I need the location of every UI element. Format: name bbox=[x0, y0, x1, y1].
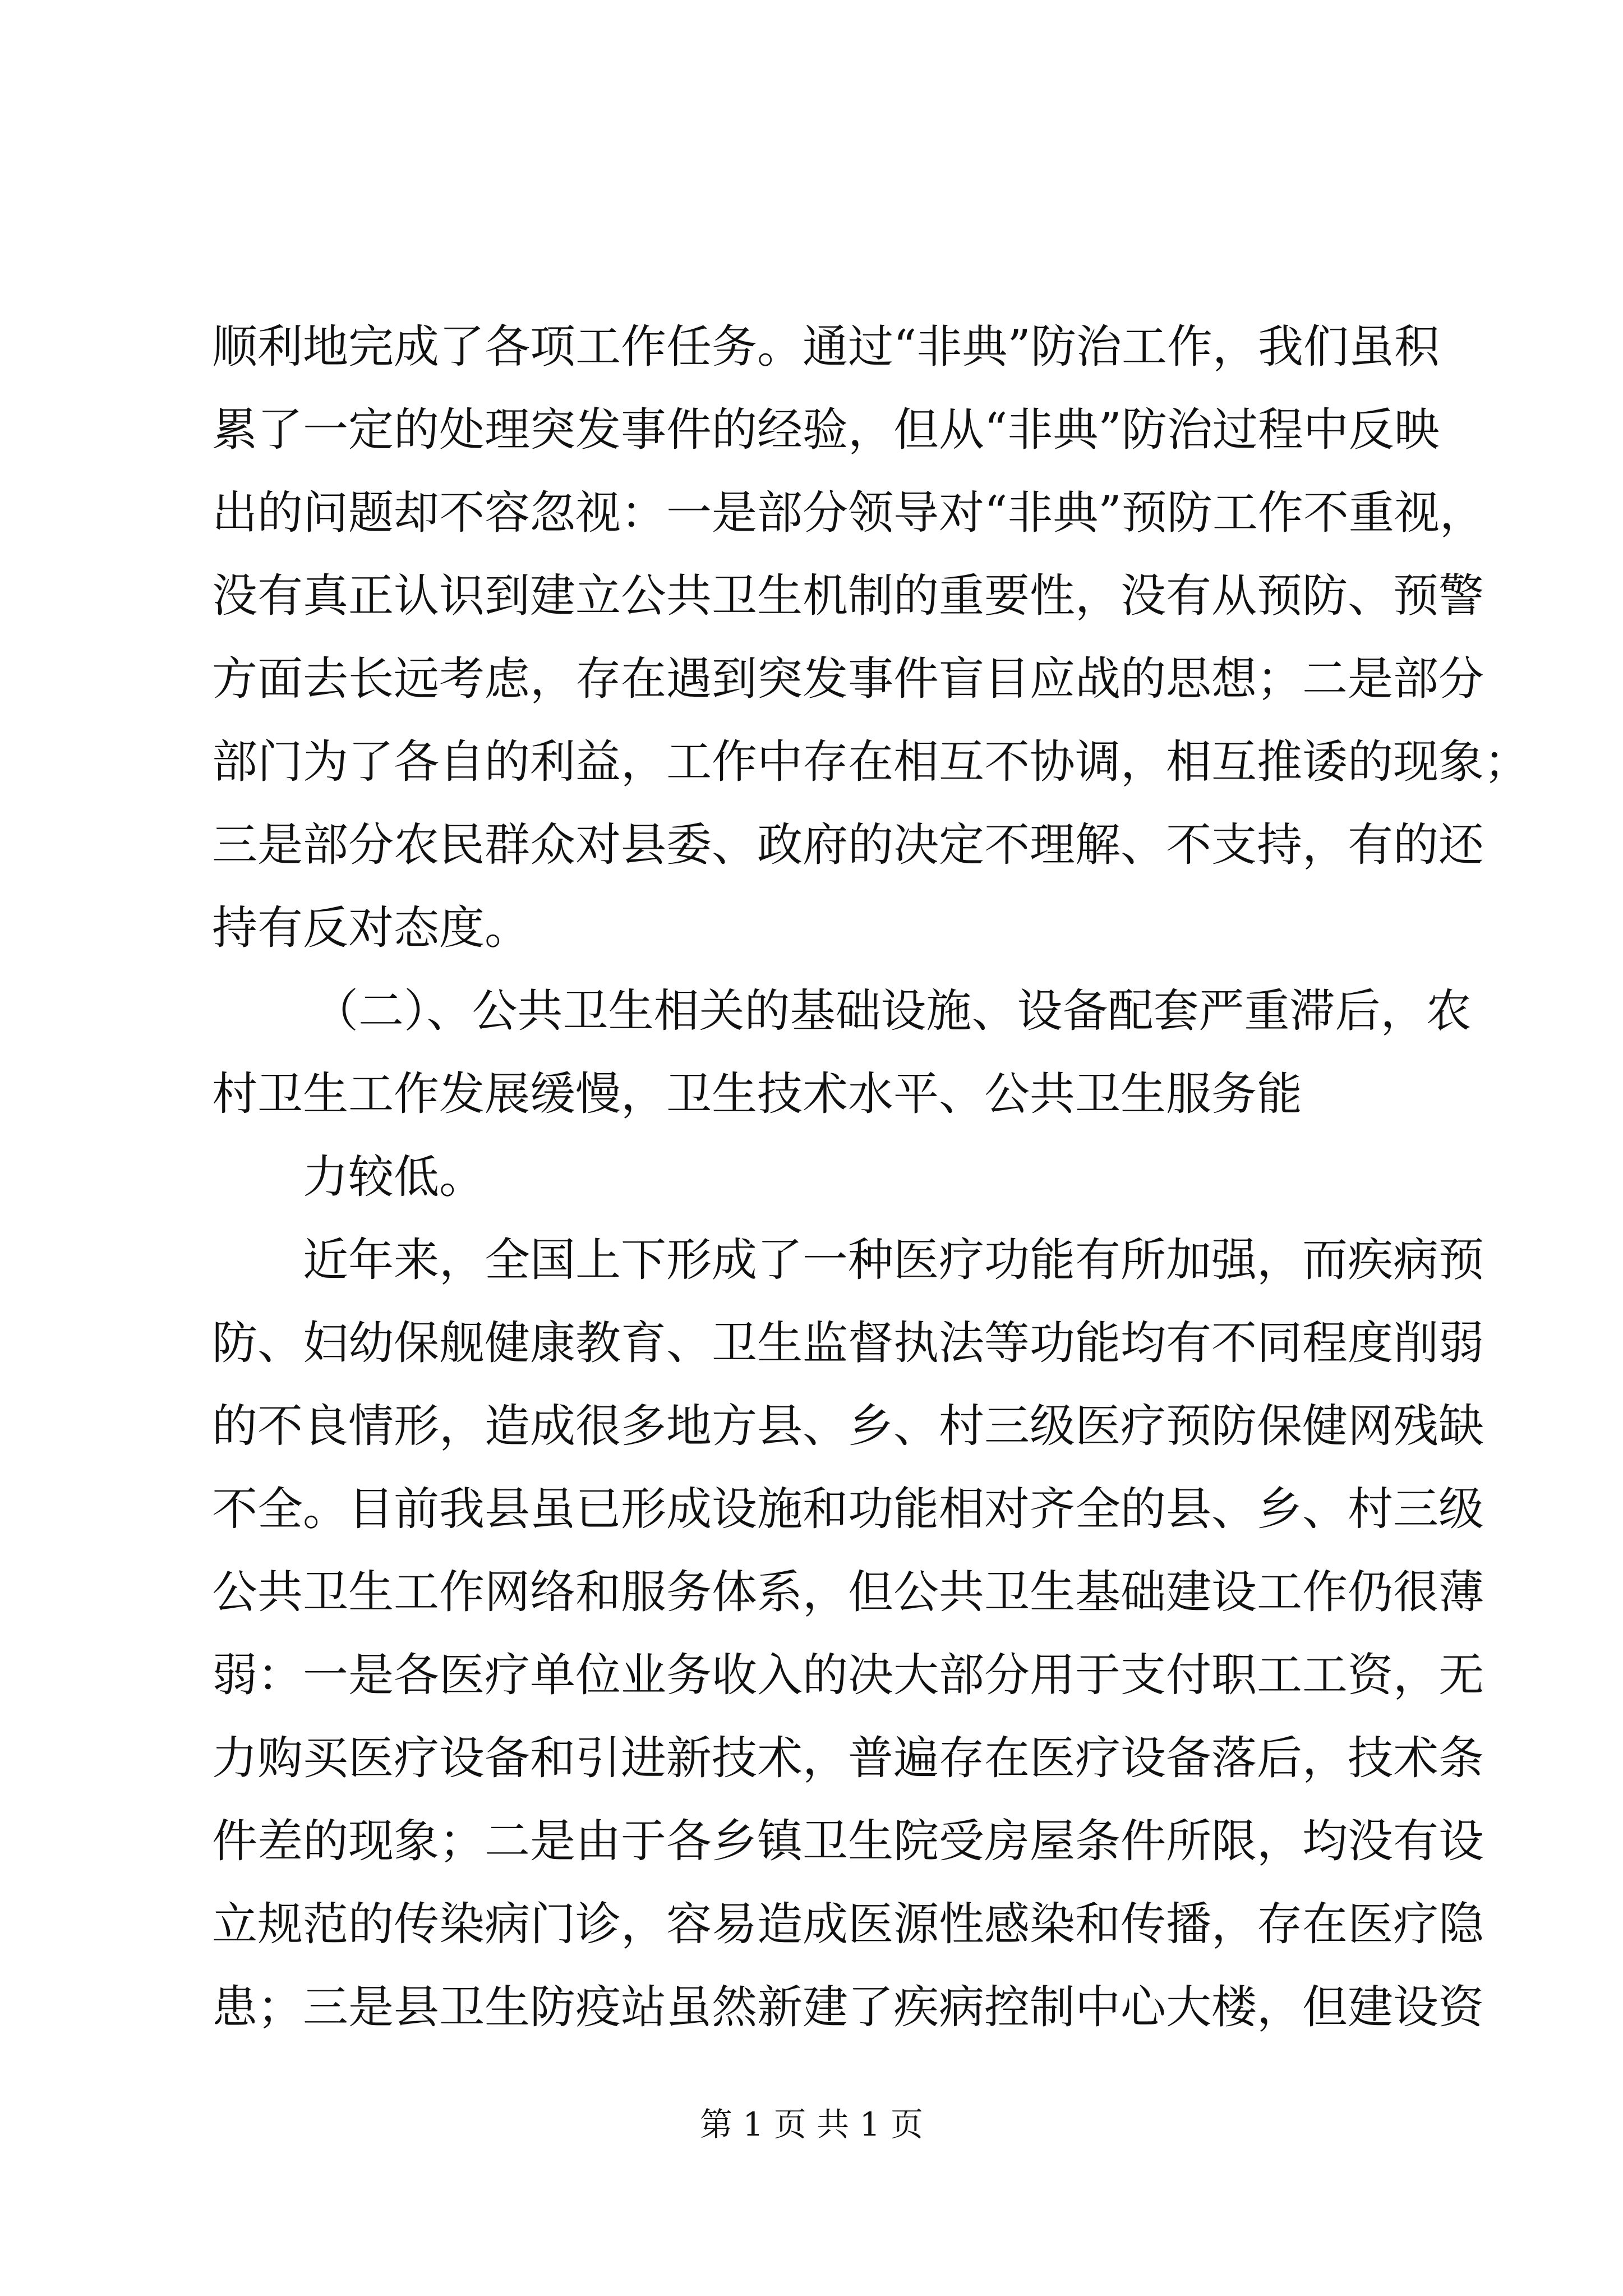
text-line: 防、妇幼保舰健康教育、卫生监督执法等功能均有不同程度削弱 bbox=[212, 1317, 1484, 1370]
text-line: 方面去长远考虑，存在遇到突发事件盲目应战的思想；二是部分 bbox=[212, 653, 1484, 706]
text-line: 没有真正认识到建立公共卫生机制的重要性，没有从预防、预警 bbox=[212, 570, 1484, 623]
text-line: 近年来，全国上下形成了一种医疗功能有所加强，而疾病预 bbox=[303, 1234, 1484, 1287]
text-line: 持有反对态度。 bbox=[212, 902, 531, 955]
text-line: 部门为了各自的利益，工作中存在相互不协调，相互推诿的现象； bbox=[212, 736, 1530, 789]
text-line: 力购买医疗设备和引进新技术，普遍存在医疗设备落后，技术条 bbox=[212, 1732, 1484, 1785]
text-line: 的不良情形，造成很多地方县、乡、村三级医疗预防保健网残缺 bbox=[212, 1400, 1484, 1453]
text-line: 三是部分农民群众对县委、政府的决定不理解、不支持，有的还 bbox=[212, 819, 1484, 872]
document-body bbox=[212, 306, 1530, 2049]
text-line: 不全。目前我县虽已形成设施和功能相对齐全的县、乡、村三级 bbox=[212, 1483, 1484, 1536]
page-footer: 第 1 页 共 1 页 bbox=[700, 2105, 923, 2143]
text-line: 件差的现象；二是由于各乡镇卫生院受房屋条件所限，均没有设 bbox=[212, 1815, 1484, 1868]
text-line: 公共卫生工作网络和服务体系，但公共卫生基础建设工作仍很薄 bbox=[212, 1566, 1484, 1619]
text-line: 累了一定的处理突发事件的经验，但从“非典”防治过程中反映 bbox=[212, 404, 1440, 457]
text-line: 立规范的传染病门诊，容易造成医源性感染和传播，存在医疗隐 bbox=[212, 1898, 1484, 1951]
text-line: 弱：一是各医疗单位业务收入的决大部分用于支付职工工资，无 bbox=[212, 1649, 1484, 1702]
text-line: 患；三是县卫生防疫站虽然新建了疾病控制中心大楼，但建设资 bbox=[212, 1981, 1484, 2034]
section-heading-line: 力较低。 bbox=[303, 1151, 485, 1204]
text-line: 顺利地完成了各项工作任务。通过“非典”防治工作，我们虽积 bbox=[212, 321, 1440, 374]
section-heading-line: （二）、公共卫生相关的基础设施、设备配套严重滞后，农 bbox=[313, 985, 1472, 1038]
text-line: 出的问题却不容忽视：一是部分领导对“非典”预防工作不重视， bbox=[212, 487, 1485, 540]
section-heading-line: 村卫生工作发展缓慢，卫生技术水平、公共卫生服务能 bbox=[212, 1068, 1303, 1121]
